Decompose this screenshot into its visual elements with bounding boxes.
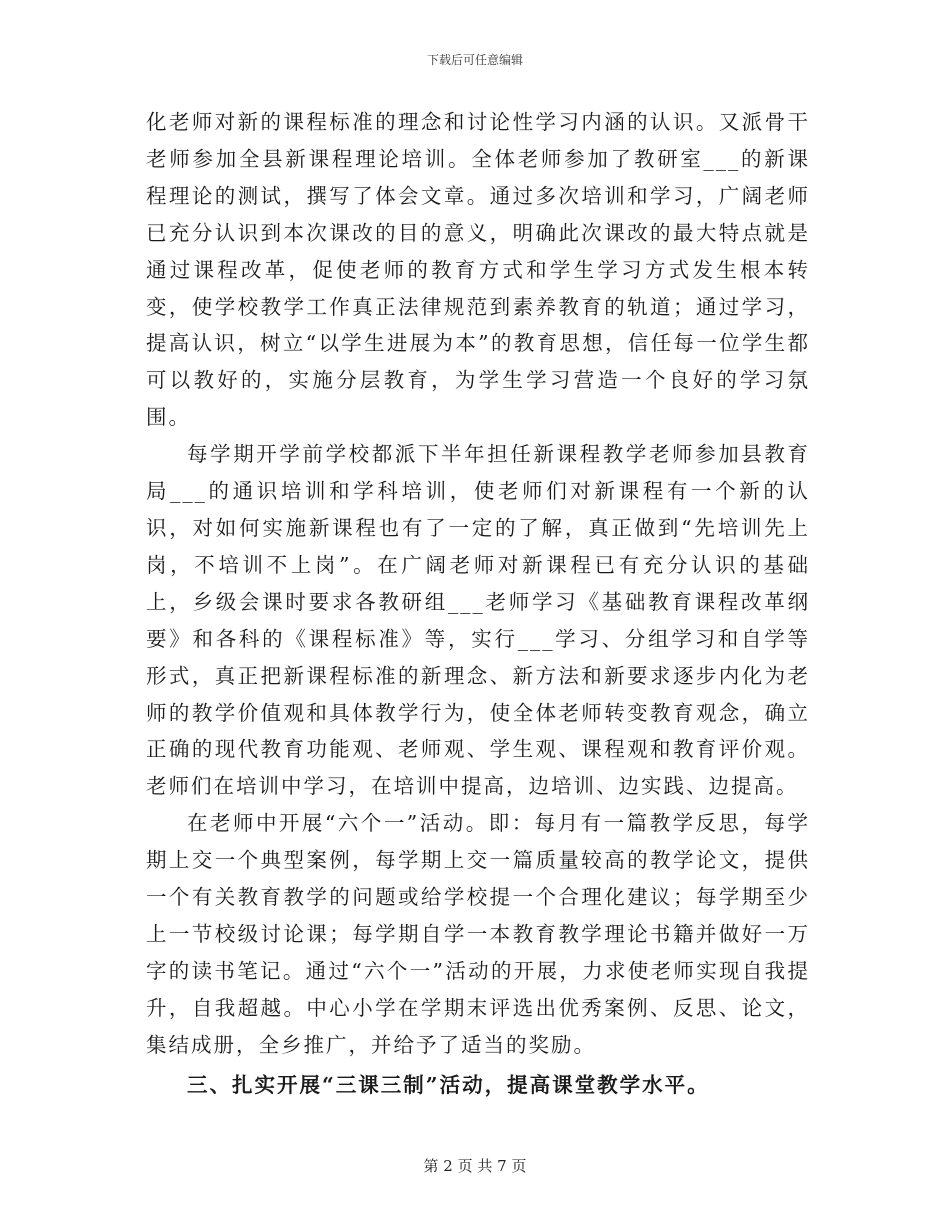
page-header: 下载后可任意编辑 — [426, 53, 523, 67]
section-heading: 三、扎实开展“三课三制”活动，提高课堂教学水平。 — [187, 1072, 710, 1097]
paragraph-1: 化老师对新的课程标准的理念和讨论性学习内涵的认识。又派骨干老师参加全县新课程理论培训。全体老师参加了教研室___的新课程理论的测试，撰写了体会文章。通过多次培训和学习，广阔老师已充分认识到本次课改的目的意义，明确此次课改的最大特点就是通过课程改革，促使老师的教育方式和学生学习方式发生根本转变，使学校教学工作真正法律规范到素养教育的轨道；通过学习，提高认识，树立“以学生进展为本”的教育思想，信任每一位学生都可以教好的，实施分层教育，为学生学习营造一个良好的学习氛围。 — [146, 110, 810, 430]
paragraph-3: 在老师中开展“六个一”活动。即：每月有一篇教学反思，每学期上交一个典型案例，每学期上交一篇质量较高的教学论文，提供一个有关教育教学的问题或给学校提一个合理化建议；每学期至少上一节校级讨论课；每学期自学一本教育教学理论书籍并做好一万字的读书笔记。通过“六个一”活动的开展，力求使老师实现自我提升，自我超越。中心小学在学期末评选出优秀案例、反思、论文，集结成册，全乡推广，并给予了适当的奖励。 — [146, 811, 810, 1057]
document-body — [146, 104, 810, 1103]
paragraph-2: 每学期开学前学校都派下半年担任新课程教学老师参加县教育局___的通识培训和学科培训，使老师们对新课程有一个新的认识，对如何实施新课程也有了一定的了解，真正做到“先培训先上岗，不培训不上岗”。在广阔老师对新课程已有充分认识的基础上，乡级会课时要求各教研组___老师学习《基础教育课程改革纲要》和各科的《课程标准》等，实行___学习、分组学习和自学等形式，真正把新课程标准的新理念、新方法和新要求逐步内化为老师的教学价值观和具体教学行为，使全体老师转变教育观念，确立正确的现代教育功能观、老师观、学生观、课程观和教育评价观。老师们在培训中学习，在培训中提高，边培训、边实践、边提高。 — [146, 442, 810, 799]
page-number: 第 2 页 共 7 页 — [423, 1157, 527, 1175]
